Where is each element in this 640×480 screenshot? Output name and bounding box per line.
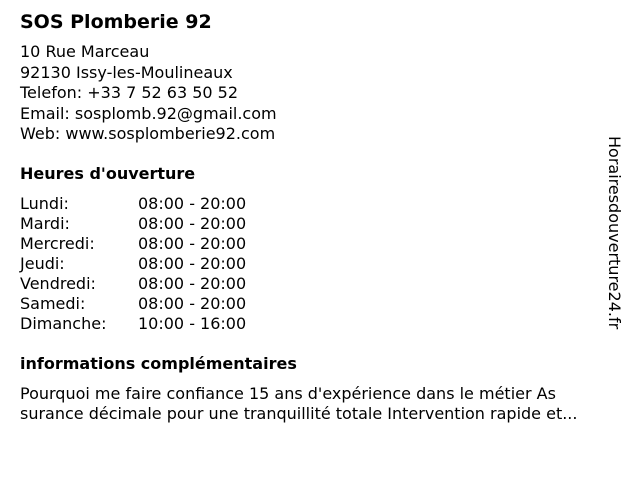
email-line[interactable]: Email: sosplomb.92@gmail.com bbox=[20, 103, 277, 123]
day-label: Lundi: bbox=[20, 194, 69, 213]
address-street: 10 Rue Marceau bbox=[20, 42, 150, 61]
day-label: Mardi: bbox=[20, 214, 70, 233]
day-label: Jeudi: bbox=[20, 254, 65, 273]
day-label: Mercredi: bbox=[20, 234, 95, 253]
time-range: 08:00 - 20:00 bbox=[138, 294, 247, 313]
time-range: 08:00 - 20:00 bbox=[138, 234, 247, 253]
business-name: SOS Plomberie 92 bbox=[20, 11, 212, 33]
day-label: Samedi: bbox=[20, 294, 86, 313]
address-city: 92130 Issy-les-Moulineaux bbox=[20, 62, 233, 82]
info-description bbox=[20, 384, 632, 424]
time-range: 08:00 - 20:00 bbox=[138, 274, 247, 293]
time-range: 08:00 - 20:00 bbox=[138, 254, 247, 273]
day-label: Dimanche: bbox=[20, 314, 107, 333]
time-range: 10:00 - 16:00 bbox=[138, 314, 247, 333]
hours-heading: Heures d'ouverture bbox=[20, 164, 196, 183]
day-label: Vendredi: bbox=[20, 274, 96, 293]
time-range: 08:00 - 20:00 bbox=[138, 214, 247, 233]
info-line-1: Pourquoi me faire confiance 15 ans d'expérience dans le métier As bbox=[20, 384, 556, 403]
info-line-2: surance décimale pour une tranquillité totale Intervention rapide et... bbox=[20, 404, 578, 423]
info-heading: informations complémentaires bbox=[20, 354, 297, 373]
web-line[interactable]: Web: www.sosplomberie92.com bbox=[20, 124, 276, 143]
contact-block bbox=[20, 42, 277, 145]
site-watermark: Horairesdouverture24.fr bbox=[605, 136, 624, 330]
time-range: 08:00 - 20:00 bbox=[138, 194, 247, 213]
phone-line[interactable]: Telefon: +33 7 52 63 50 52 bbox=[20, 83, 239, 102]
